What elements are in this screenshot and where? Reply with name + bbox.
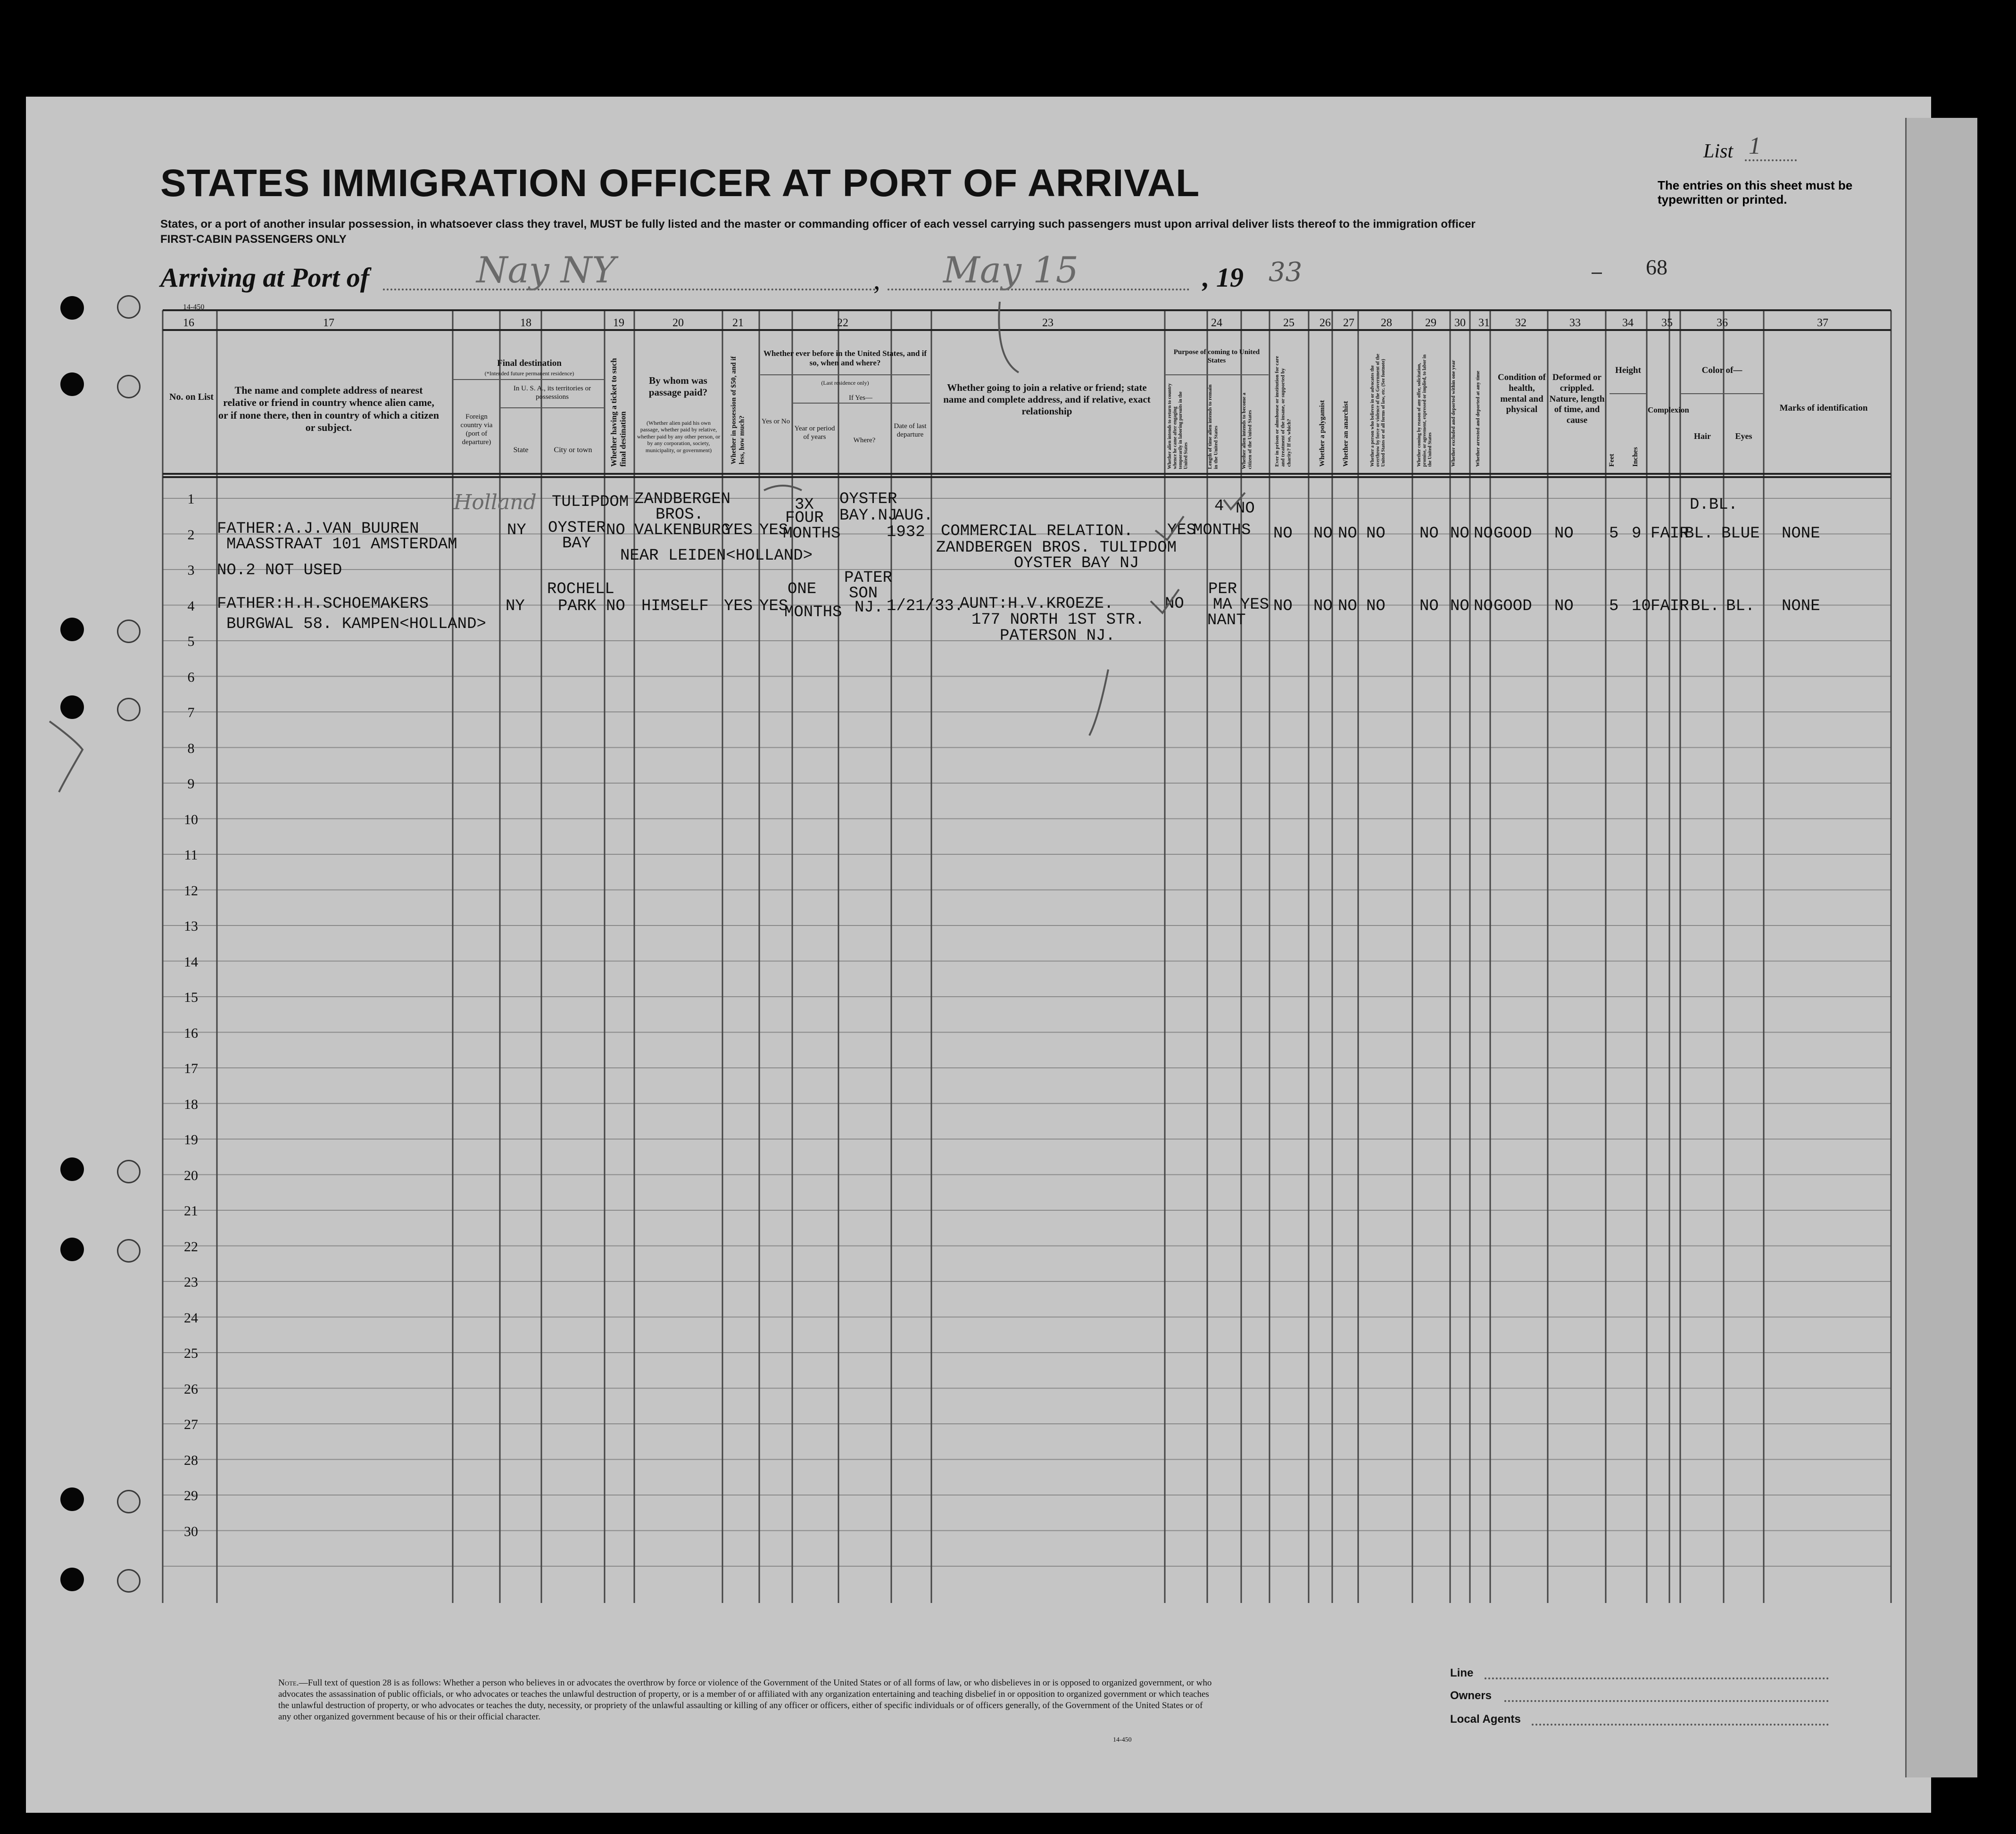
line-rule <box>1485 1677 1829 1679</box>
row-number: 26 <box>184 1381 198 1397</box>
header-feet: Feet <box>1608 454 1616 467</box>
entry-paid-by: NEAR LEIDEN<HOLLAND> <box>620 547 813 565</box>
column-number: 19 <box>613 317 624 329</box>
entry-citizen: NO <box>1236 500 1255 518</box>
header-q29: Whether coming by reason of any offer, solicitation, promise, or agreement, expressed or implied, to labor in the United States <box>1417 354 1433 467</box>
entry-period: 3X <box>795 496 814 514</box>
line-label: Line <box>1450 1667 1474 1679</box>
entry-relative-address: BURGWAL 58. KAMPEN<HOLLAND> <box>226 615 486 633</box>
entry-city: ROCHELL <box>547 580 614 598</box>
header-state: State <box>513 446 529 454</box>
agents-rule <box>1532 1724 1829 1726</box>
column-number: 22 <box>837 317 848 329</box>
header-prison: Ever in prison or almshouse or institution for care and treatment of the insane, or supported by charity? If so, which? <box>1274 356 1292 467</box>
entry-q28: NO <box>1366 525 1385 543</box>
entry-join: 177 NORTH 1ST STR. <box>971 611 1145 629</box>
header-foreign-country: Foreign country via (port of departure) <box>460 413 493 446</box>
header-purpose: Purpose of coming to United States <box>1173 348 1260 364</box>
arriving-label: Arriving at Port of <box>160 262 370 293</box>
entry-date-last: 1932 <box>887 523 925 541</box>
row-number: 2 <box>187 527 195 543</box>
entry-anarchist: NO <box>1338 525 1357 543</box>
column-number: 30 <box>1454 317 1466 329</box>
year-prefix: , 19 <box>1203 262 1244 293</box>
header-if-yes: If Yes— <box>848 394 872 402</box>
entry-before: YES <box>759 521 788 539</box>
row-number: 24 <box>184 1310 198 1326</box>
header-ticket: Whether having a ticket to such final destination <box>609 358 628 467</box>
entry-citizen: YES <box>1240 596 1269 614</box>
row-number: 18 <box>184 1096 198 1112</box>
entry-relative-address: MAASSTRAAT 101 AMSTERDAM <box>226 536 457 554</box>
header-inches: Inches <box>1632 447 1639 467</box>
entry-hair: BL. <box>1691 597 1720 615</box>
entry-paid-by: VALKENBURG <box>634 521 731 539</box>
header-hair: Hair <box>1694 431 1711 441</box>
entry-city: OYSTER <box>548 519 606 537</box>
entry-excluded: NO <box>1450 597 1469 615</box>
entry-eyes: BLUE <box>1721 525 1760 543</box>
entry-money: YES <box>724 521 753 539</box>
footnote-label: Note. <box>278 1678 299 1688</box>
form-number-bottom: 14-450 <box>1113 1736 1132 1743</box>
column-number: 35 <box>1661 317 1673 329</box>
entry-eyes: BL. <box>1726 597 1755 615</box>
entry-length: 4 <box>1214 497 1224 515</box>
entry-state: NY <box>507 521 526 539</box>
form-title: STATES IMMIGRATION OFFICER AT PORT OF ARRIVAL <box>160 162 1200 205</box>
entry-polygamist: NO <box>1313 597 1333 615</box>
entry-feet: 5 <box>1609 525 1619 543</box>
entry-purpose: YES <box>1167 521 1196 539</box>
entry-city: BAY <box>562 535 591 553</box>
row-number: 27 <box>184 1417 198 1432</box>
entry-hair: BL. <box>1684 525 1714 543</box>
header-deformed: Deformed or crippled. Nature, length of time, and cause <box>1549 372 1605 426</box>
header-color: Color of— <box>1701 365 1742 375</box>
entry-inches: 10 <box>1632 597 1651 615</box>
header-period: Year or period of years <box>794 425 835 441</box>
header-money: Whether in possession of $50, and if less, how much? <box>730 356 746 464</box>
comma: , <box>873 264 880 295</box>
entry-note: NO.2 NOT USED <box>217 562 342 579</box>
header-city: City or town <box>554 446 592 454</box>
row-number: 21 <box>184 1203 198 1219</box>
header-health: Condition of health, mental and physical <box>1498 372 1546 415</box>
column-number: 17 <box>323 317 334 329</box>
form-number-top: 14-450 <box>183 303 205 311</box>
row-number: 1 <box>187 491 195 507</box>
row-number: 29 <box>184 1488 198 1504</box>
row-number: 17 <box>184 1061 198 1076</box>
row-number: 3 <box>187 562 195 578</box>
entry-paid-by: HIMSELF <box>641 597 709 615</box>
entry-prison: NO <box>1273 597 1293 615</box>
column-number: 24 <box>1211 317 1222 329</box>
entry-join: OYSTER BAY NJ <box>1014 554 1139 572</box>
row-number: 9 <box>187 776 195 792</box>
entry-ticket: NO <box>606 597 625 615</box>
entry-paid-by: ZANDBERGEN <box>634 490 731 508</box>
column-number: 34 <box>1622 317 1634 329</box>
year-handwritten: 33 <box>1269 257 1303 288</box>
column-number: 37 <box>1817 317 1828 329</box>
header-no-on-list: No. on List <box>169 392 214 402</box>
header-yes-no: Yes or No <box>761 418 790 425</box>
column-number: 18 <box>520 317 531 329</box>
header-purpose-length: Length of time alien intends to remain in the United States <box>1207 384 1219 469</box>
header-anarchist: Whether an anarchist <box>1342 401 1350 467</box>
header-purpose-citizen: Whether alien intends to become a citizen of the United States <box>1241 392 1253 469</box>
column-number: 36 <box>1717 317 1728 329</box>
entry-relative: FATHER:H.H.SCHOEMAKERS <box>217 595 429 613</box>
header-complexion: Complexion <box>1648 405 1689 414</box>
entry-period: MONTHS <box>783 525 841 543</box>
row-number: 6 <box>187 669 195 685</box>
entry-complexion: FAIR <box>1651 525 1689 543</box>
row-number: 23 <box>184 1274 198 1290</box>
entry-marks: NONE <box>1782 597 1820 615</box>
entry-where: SON <box>849 585 878 603</box>
row-number: 12 <box>184 883 198 899</box>
header-excluded: Whether excluded and deported within one year <box>1451 360 1456 467</box>
row-number: 8 <box>187 740 195 756</box>
header-where: Where? <box>853 437 876 444</box>
row-number: 20 <box>184 1167 198 1183</box>
entry-feet: 5 <box>1609 597 1619 615</box>
header-eyes: Eyes <box>1735 431 1752 441</box>
header-arrested: Whether arrested and deported at any time <box>1475 371 1481 467</box>
column-number: 16 <box>183 317 194 329</box>
list-value: 1 <box>1749 132 1761 159</box>
entry-state: NY <box>506 597 525 615</box>
row-number: 7 <box>187 705 195 720</box>
port-handwritten: Nay NY <box>476 249 616 291</box>
entry-where: BAY.NJ <box>839 507 897 525</box>
footnote-text: —Full text of question 28 is as follows: Whether a person who believes in or advocates the overthrow by force or violence of the Government of the United States or of all forms of law, or who disbelieves in or is opposed to organized government, or who advocates the assassination of public officials, or who advocates or teaches the unlawful destruction of property, or is a member of or affiliated with any organization entertaining and teaching disbelief in or opposition to organized government or which teaches the unlawful destruction of property, or who advocates or teaches the duty, necessity, or propriety of the unlawful assaulting or killing of any officer or officers, either of specific individuals or of officers generally, of the Government of the United States or of any other organized government because of his or their official character. <box>278 1678 1212 1722</box>
row-number: 28 <box>184 1452 198 1468</box>
row-number: 30 <box>184 1523 198 1539</box>
column-number: 33 <box>1569 317 1581 329</box>
entry-city: PARK <box>558 597 597 615</box>
header-ever-before-sub: (Last residence only) <box>821 380 869 386</box>
column-number: 20 <box>672 317 684 329</box>
header-marks: Marks of identification <box>1779 403 1868 413</box>
column-number: 23 <box>1042 317 1054 329</box>
entry-q29: NO <box>1419 525 1439 543</box>
footnote <box>278 1677 1212 1723</box>
entry-q28: NO <box>1366 597 1385 615</box>
row-number: 4 <box>187 598 195 614</box>
row-number: 25 <box>184 1346 198 1361</box>
header-polygamist: Whether a polygamist <box>1319 400 1326 467</box>
entry-deformed: NO <box>1554 525 1574 543</box>
header-relative-address: The name and complete address of nearest relative or friend in country whence alien came, or if none there, then in country of which a citizen or subject. <box>218 384 439 434</box>
entry-join: ZANDBERGEN BROS. TULIPDOM <box>936 539 1177 557</box>
typewritten-instruction: The entries on this sheet must be typewritten or printed. <box>1658 178 1853 207</box>
entry-where: OYSTER <box>839 490 897 508</box>
date-handwritten: May 15 <box>943 249 1079 291</box>
entry-deformed: NO <box>1554 597 1574 615</box>
row-number: 22 <box>184 1239 198 1255</box>
entry-inches: 9 <box>1632 525 1642 543</box>
entry-date-last: AUG. <box>895 507 933 525</box>
row-number: 11 <box>184 847 198 863</box>
entry-before: YES <box>759 597 788 615</box>
form-instructions: States, or a port of another insular possession, in whatsoever class they travel, MUST be fully listed and the master or commanding officer of each vessel carrying such passengers must upon arrival deliver lists thereof to the immigration officer <box>160 218 1476 231</box>
entry-q29: NO <box>1419 597 1439 615</box>
header-in-usa: In U. S. A., its territories or possessions <box>513 385 591 401</box>
entry-foreign-handwritten: Holland <box>454 490 537 514</box>
row-number: 10 <box>184 811 198 827</box>
entry-period: ONE <box>788 580 817 598</box>
row-number: 13 <box>184 918 198 934</box>
column-number: 29 <box>1425 317 1436 329</box>
header-join-relative: Whether going to join a relative or friend; state name and complete address, and if relative, exact relationship <box>943 382 1151 417</box>
entry-anarchist: NO <box>1338 597 1357 615</box>
row-number: 14 <box>184 954 198 970</box>
owners-rule <box>1504 1700 1829 1702</box>
column-number: 31 <box>1478 317 1490 329</box>
entry-join: PATERSON NJ. <box>1000 627 1115 645</box>
row-number: 16 <box>184 1025 198 1041</box>
entry-length: MONTHS <box>1193 521 1251 539</box>
entry-where: PATER <box>844 569 893 587</box>
header-q28: Whether a person who believes in or advocates the overthrow by force or violence of the Government of the United States or of all forms of law, etc. (See footnote) <box>1370 354 1386 467</box>
entry-length: PER <box>1208 580 1237 598</box>
entry-hair: D.BL. <box>1690 496 1738 514</box>
header-passage-paid-sub: (Whether alien paid his own passage, whether paid by relative, whether paid by any other person, or by any corporation, society, municipality, or government) <box>637 420 721 454</box>
local-agents-label: Local Agents <box>1450 1713 1521 1726</box>
entry-ticket: NO <box>606 521 625 539</box>
entry-join: COMMERCIAL RELATION. <box>941 522 1134 540</box>
entry-money: YES <box>724 597 753 615</box>
header-date-last: Date of last departure <box>894 422 927 438</box>
entry-length: MA <box>1213 596 1232 614</box>
column-number: 25 <box>1283 317 1294 329</box>
entry-length: NANT <box>1207 611 1246 629</box>
entry-relative: FATHER:A.J.VAN BUUREN <box>217 520 419 538</box>
column-number: 32 <box>1515 317 1527 329</box>
entry-excluded: NO <box>1450 525 1469 543</box>
entry-health: GOOD <box>1493 525 1532 543</box>
entry-arrested: NO <box>1474 525 1493 543</box>
entry-complexion: FAIR <box>1651 597 1689 615</box>
entry-period: FOUR <box>785 509 824 527</box>
entry-join: AUNT:H.V.KROEZE. <box>960 595 1114 613</box>
column-number: 21 <box>732 317 744 329</box>
entry-health: GOOD <box>1493 597 1532 615</box>
entry-polygamist: NO <box>1313 525 1333 543</box>
column-number: 28 <box>1381 317 1392 329</box>
list-label: List <box>1703 140 1734 162</box>
entry-where: NJ. <box>855 599 884 617</box>
entry-purpose: NO <box>1165 595 1184 613</box>
entry-date-last: 1/21/33. <box>887 597 964 615</box>
column-number: 27 <box>1343 317 1354 329</box>
entry-period: MONTHS <box>784 603 842 621</box>
entry-arrested: NO <box>1474 597 1493 615</box>
list-number: 68 <box>1646 255 1668 279</box>
entry-paid-by: BROS. <box>655 506 704 524</box>
header-purpose-return: Whether alien intends to return to country whence he came after engaging temporarily in laboring pursuits in the United States <box>1167 383 1189 469</box>
passenger-class-label: FIRST-CABIN PASSENGERS ONLY <box>160 233 347 246</box>
row-number: 19 <box>184 1132 198 1148</box>
header-height: Height <box>1615 365 1641 375</box>
header-final-destination-sub: (*Intended future permanent residence) <box>484 370 574 377</box>
row-number: 5 <box>187 634 195 649</box>
entry-prison: NO <box>1273 525 1293 543</box>
header-final-destination: Final destination <box>497 358 562 368</box>
header-passage-paid: By whom was passage paid? <box>648 375 708 398</box>
column-number: 26 <box>1319 317 1331 329</box>
header-ever-before: Whether ever before in the United States, and if so, when and where? <box>763 349 927 368</box>
owners-label: Owners <box>1450 1689 1492 1702</box>
row-number: 15 <box>184 990 198 1005</box>
entry-city: TULIPDOM <box>552 493 629 511</box>
entry-marks: NONE <box>1782 525 1820 543</box>
